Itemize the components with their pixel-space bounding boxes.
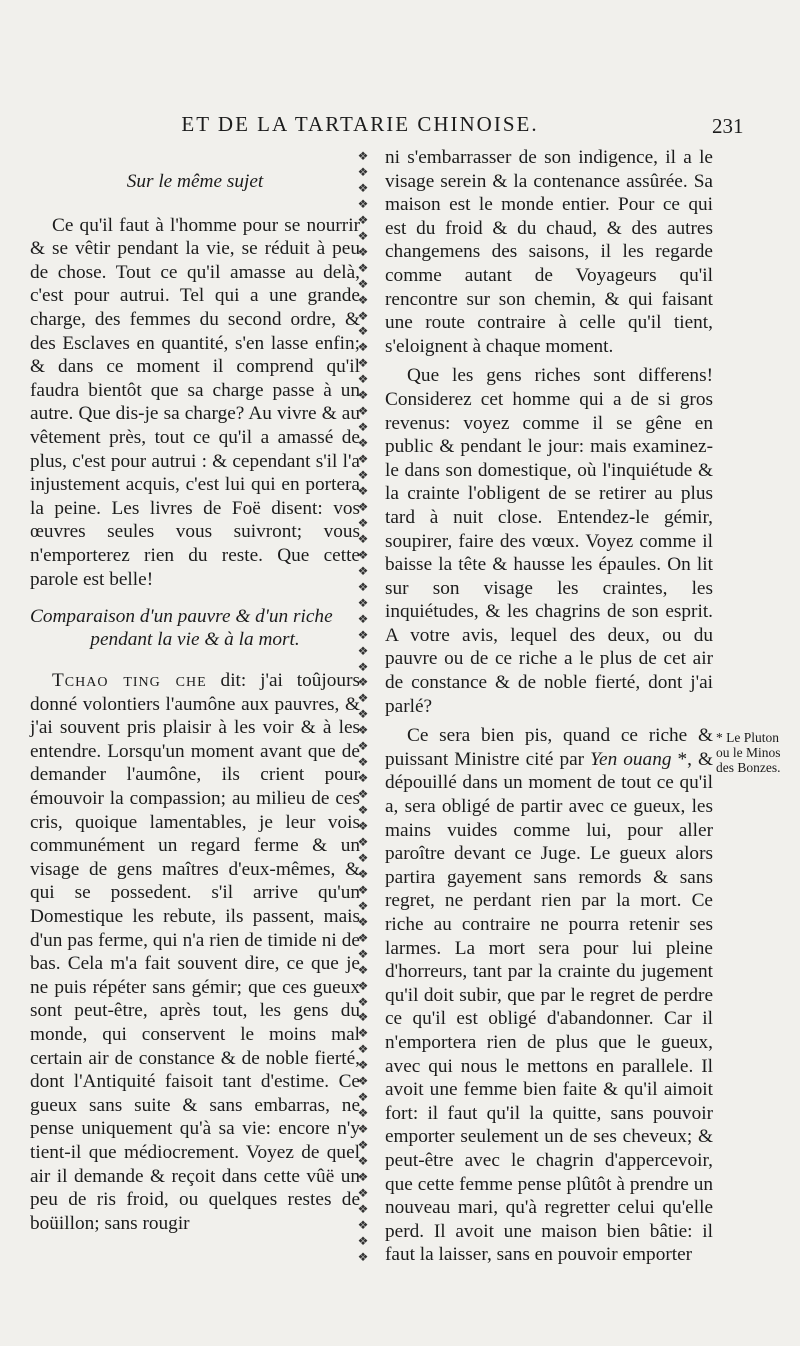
ornament-glyph: ❖ <box>357 1170 369 1184</box>
name-reference: Yen ouang <box>590 748 672 770</box>
paragraph-text: Ce sera bien pis, quand ce riche & puissant Ministre cité par <box>385 725 713 770</box>
ornament-glyph: ❖ <box>357 834 369 849</box>
ornament-glyph: ❖ <box>357 1185 369 1200</box>
ornament-glyph: ❖ <box>357 420 369 435</box>
ornament-glyph: ❖ <box>357 1249 369 1264</box>
ornament-glyph: ❖ <box>357 149 369 163</box>
ornament-glyph: ❖ <box>357 898 369 913</box>
ornament-glyph: ❖ <box>357 1074 369 1089</box>
left-column <box>30 146 360 1235</box>
paragraph <box>385 724 713 1267</box>
right-column <box>385 146 713 1267</box>
heading-line: Comparaison d'un pauvre & d'un riche <box>30 606 333 628</box>
page-number: 231 <box>712 114 744 138</box>
paragraph-text: *, & dépouillé dans un moment de tout ce qu'il a, sera obligé de partir avec ce gueux, les mains vuides comme lui, pour aller paroître devant ce Juge. Le gueux alors partira gayement sans remords & sans regret, ne perdant rien par la mort. Ce riche au contraire ne pourra retenir ses larmes. La mort sera pour lui pleine d'horreurs, tant par la crainte du jugement qu'il doit subir, que par le regret de perdre ce qu'il est obligé d'abandonner. Car il n'emportera rien de plus que le gueux, avec qui nous le mettons en parallele. Il avoit une femme bien faite & qu'il aimoit fort: il faut qu'il la quitte, sans pouvoir emporter seulement un de ses cheveux; & peut-être avec le chagrin d'appercevoir, que cette femme pense plûtôt à prendre un nouveau mari, qu'à regretter celui qu'elle perd. Il avoit une maison bien bâtie: il faut la laisser, sans en pouvoir emporter <box>385 748 713 1266</box>
ornament-glyph: ❖ <box>357 452 369 467</box>
ornament-glyph: ❖ <box>357 292 369 307</box>
column-divider-ornaments <box>352 150 374 1265</box>
section-heading-comparison <box>30 605 360 651</box>
ornament-glyph: ❖ <box>357 994 369 1009</box>
ornament-glyph: ❖ <box>357 356 369 371</box>
page-header <box>0 112 800 146</box>
ornament-glyph: ❖ <box>357 260 369 275</box>
ornament-glyph: ❖ <box>357 787 369 802</box>
ornament-glyph: ❖ <box>357 691 369 706</box>
ornament-glyph: ❖ <box>357 675 369 690</box>
ornament-glyph: ❖ <box>357 196 369 211</box>
ornament-glyph: ❖ <box>357 850 369 865</box>
ornament-glyph: ❖ <box>357 1217 369 1232</box>
ornament-glyph: ❖ <box>357 1233 369 1248</box>
ornament-glyph: ❖ <box>357 180 369 195</box>
ornament-glyph: ❖ <box>357 1201 369 1216</box>
ornament-glyph: ❖ <box>357 707 369 722</box>
ornament-glyph: ❖ <box>357 1090 369 1105</box>
ornament-glyph: ❖ <box>357 579 369 594</box>
ornament-glyph: ❖ <box>357 212 369 227</box>
ornament-glyph: ❖ <box>357 468 369 483</box>
ornament-glyph: ❖ <box>357 404 369 419</box>
paragraph <box>30 669 360 1235</box>
ornament-glyph: ❖ <box>357 1010 369 1025</box>
ornament-glyph: ❖ <box>357 372 369 387</box>
ornament-glyph: ❖ <box>357 771 369 786</box>
ornament-glyph: ❖ <box>357 164 369 179</box>
ornament-glyph: ❖ <box>357 914 369 929</box>
ornament-glyph: ❖ <box>357 563 369 578</box>
ornament-glyph: ❖ <box>357 611 369 626</box>
ornament-glyph: ❖ <box>357 866 369 881</box>
ornament-glyph: ❖ <box>357 819 369 834</box>
heading-line: pendant la vie & à la mort. <box>90 629 300 651</box>
section-heading-same-subject: Sur le même sujet <box>126 171 264 192</box>
ornament-glyph: ❖ <box>357 324 369 339</box>
ornament-glyph: ❖ <box>357 547 369 562</box>
ornament-glyph: ❖ <box>357 244 369 259</box>
ornament-glyph: ❖ <box>357 1138 369 1153</box>
ornament-glyph: ❖ <box>357 515 369 530</box>
paragraph: Que les gens riches sont differens! Considerez cet homme qui a de si gros revenus: voyez comme il se gêne en public & pendant le jour: mais examinez-le dans son domestique, où l'inquiétude & la crainte l'obligent de se retirer au plus tard à nuit close. Entendez-le gémir, soupirer, faire des vœux. Voyez comme il baisse la tête & hausse les épaules. On lit sur son visage les craintes, les inquiétudes, & les chagrins de son esprit. A votre avis, lequel des deux, ou du pauvre ou de ce riche a le plus de cet air de constance & de noble fierté, dont j'ai parlé? <box>385 365 713 717</box>
ornament-glyph: ❖ <box>357 723 369 738</box>
ornament-glyph: ❖ <box>357 659 369 674</box>
ornament-glyph: ❖ <box>357 1106 369 1121</box>
ornament-glyph: ❖ <box>357 803 369 818</box>
ornament-glyph: ❖ <box>357 643 369 658</box>
ornament-glyph: ❖ <box>357 882 369 897</box>
ornament-glyph: ❖ <box>357 755 369 770</box>
ornament-glyph: ❖ <box>357 228 369 243</box>
ornament-glyph: ❖ <box>357 388 369 403</box>
ornament-glyph: ❖ <box>357 436 369 451</box>
ornament-glyph: ❖ <box>357 1026 369 1041</box>
margin-note: * Le Pluton ou le Minos des Bonzes. <box>716 730 781 775</box>
ornament-glyph: ❖ <box>357 595 369 610</box>
ornament-glyph: ❖ <box>357 627 369 642</box>
ornament-glyph: ❖ <box>357 962 369 977</box>
ornament-glyph: ❖ <box>357 1058 369 1073</box>
ornament-glyph: ❖ <box>357 276 369 291</box>
ornament-glyph: ❖ <box>357 1154 369 1169</box>
paragraph: ni s'embarrasser de son indigence, il a le visage serein & la contenance assûrée. Sa maison est le monde entier. Pour ce qui est du froid & du chaud, & des autres changemens des saisons, il les regarde comme autant de Voyageurs qu'il rencontre sur son chemin, & qui faisant une route contraire à celle qu'il tient, s'eloignent à chaque moment. <box>385 147 713 357</box>
ornament-glyph: ❖ <box>357 1042 369 1057</box>
ornament-glyph: ❖ <box>357 499 369 514</box>
ornament-glyph: ❖ <box>357 739 369 754</box>
ornament-glyph: ❖ <box>357 978 369 993</box>
ornament-glyph: ❖ <box>357 1122 369 1137</box>
paragraph: Ce qu'il faut à l'homme pour se nourrir & se vêtir pendant la vie, se réduit à peu de chose. Tout ce qu'il amasse au delà, c'est pour autrui. Tel qui a une grande charge, des femmes du second ordre, & des Esclaves en quantité, s'en lasse enfin; & dans ce moment il comprend qu'il faudra bientôt que sa charge passe à un autre. Que dis-je sa charge? Au vivre & au vêtement près, tout ce qu'il a amassé de plus, c'est pour autrui : & cependant s'il l'a injustement acquis, c'est lui qui en portera la peine. Les livres de Foë disent: vos œuvres seules vous suivront; vous n'emporterez rien du reste. Que cette parole est belle! <box>30 214 360 590</box>
ornament-glyph: ❖ <box>357 340 369 355</box>
ornament-glyph: ❖ <box>357 484 369 499</box>
ornament-glyph: ❖ <box>357 946 369 961</box>
paragraph-text: dit: j'ai toûjours donné volontiers l'aumône aux pauvres, & j'ai souvent pris plaisir à les voir & à les entendre. Lorsqu'un moment avant que de demander l'aumône, ils crient pour émouvoir la compassion; au milieu de ces cris, quoique lamentables, je leur vois communément un regard ferme & un visage de gens maîtres d'eux-mêmes, & qui se possedent. s'il arrive qu'un Domestique les rebute, ils passent, mais d'un pas ferme, qui n'a rien de timide ni de bas. Cela m'a fait souvent dire, ce que je ne puis répéter sans gémir; que ces gueux sont peut-être, après tout, les gens du monde, qui conservent le moins mal certain air de constance & de noble fierté, dont l'Antiquité faisoit tant d'estime. Ce gueux sans suite & sans embarras, ne pense uniquement qu'à sa vie: encore n'y tient-il que médiocrement. Voyez de quel air il demande & reçoit dans cette vûë un peu de ris froid, ou quelques restes de boüillon; sans rougir <box>30 670 360 1234</box>
ornament-glyph: ❖ <box>357 531 369 546</box>
author-name: Tchao ting che <box>52 670 207 692</box>
running-title: ET DE LA TARTARIE CHINOISE. <box>181 112 539 136</box>
ornament-glyph: ❖ <box>357 930 369 945</box>
ornament-glyph: ❖ <box>357 308 369 323</box>
